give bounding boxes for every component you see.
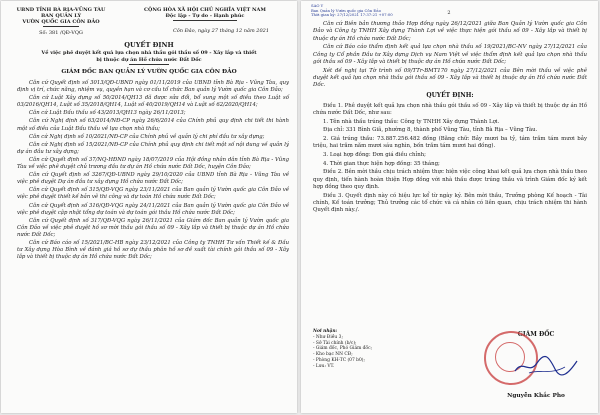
- recipient-item: - Phòng KH-TC (07 b0);: [313, 357, 365, 363]
- recipient-item: - Sở Tài chính (b/c);: [313, 340, 357, 346]
- national-motto: [125, 7, 285, 19]
- agency-line-1: UBND TỈNH BÀ RỊA-VŨNG TÀU: [16, 7, 106, 13]
- article-1-item-1: 1. Tên nhà thầu trúng thầu: Công ty TNHH Xây dựng Thành Lợi.: [323, 118, 500, 125]
- handwritten-signature-icon: [511, 353, 581, 379]
- recipient-item: - Lưu: VT.: [313, 363, 335, 369]
- motto-line-1: CỘNG HÒA XÃ HỘI CHỦ NGHĨA VIỆT NAM: [144, 7, 266, 13]
- article-1-item-2: 2. Giá trúng thầu: 73.887.256.482 đồng (Bằng chữ: Bảy mươi ba tỷ, tám trăm tám mươi bảy triệu, hai trăm năm mươi sáu nghìn, bốn trăm tám mươi hai đồng).: [313, 136, 587, 150]
- preamble-paragraph: Căn cứ Quyết định số 316/QĐ-VQG ngày 24/11/2021 của Ban quản lý Vườn quốc gia Côn Đảo về việc phê duyệt cập nhật tổng dự toán và dự toán gói thầu Hồ chứa nước Đất Dốc;: [17, 202, 289, 216]
- agency-underline: [43, 26, 79, 27]
- authority-heading: GIÁM ĐỐC BAN QUẢN LÝ VƯỜN QUỐC GIA CÔN ĐẢO: [61, 69, 237, 75]
- preamble-paragraph: Căn cứ Quyết định số 3013/QĐ-UBND ngày 01/11/2019 của UBND tỉnh Bà Rịa - Vũng Tàu, quy định vị trí, chức năng, nhiệm vụ, quyền hạn và cơ cấu tổ chức Ban quản lý Vườn quốc gia Côn Đảo;: [17, 80, 289, 94]
- recipients: [313, 329, 372, 370]
- recipient-item: - Như Điều 3;: [313, 334, 343, 340]
- recipient-item: - Kho bạc NN CĐ;: [313, 352, 353, 358]
- decision-subtitle: [1, 50, 297, 63]
- decision-body: [313, 21, 587, 216]
- decision-title: QUYẾT ĐỊNH: [124, 41, 174, 49]
- decide-heading: QUYẾT ĐỊNH:: [426, 92, 474, 100]
- preamble-paragraph: Căn cứ Luật Đấu thầu số 43/2013/QH13 ngày 26/11/2013;: [29, 110, 186, 117]
- signer-name: Nguyễn Khắc Pho: [507, 393, 565, 399]
- basis-paragraph: Căn cứ Biên bản thương thảo Hợp đồng ngày 26/12/2021 giữa Ban Quản lý Vườn quốc gia Côn Đảo và Công ty TNHH Xây dựng Thành Lợi về việc thực hiện gói thầu số 09 - Xây lắp và thiết bị thuộc dự án Hồ chứa nước Đất Dốc;: [313, 21, 587, 42]
- article-3: Điều 3. Quyết định này có hiệu lực kể từ ngày ký. Bên mời thầu, Trưởng phòng Kế hoạch - Tài chính, Kế toán trưởng; Thủ trưởng các tổ chức và cá nhân có liên quan, chịu trách nhiệm thi hành Quyết định này./.: [313, 192, 587, 214]
- place-date: Côn Đảo, ngày 27 tháng 12 năm 2021: [172, 28, 270, 34]
- agency-line-2: BAN QUẢN LÝ: [40, 13, 82, 19]
- preamble-paragraph: Căn cứ Luật Xây dựng số 50/2014/QH13 đã được sửa đổi, bổ sung một số điều theo Luật số 03/2016/QH14, Luật số 35/2018/QH14, Luật số 40/2019/QH14 và Luật số 62/2020/QH14;: [17, 95, 289, 109]
- digital-signature-info: [311, 4, 393, 18]
- agency-header: [13, 7, 109, 25]
- recipient-item: - Giám đốc, Phó Giám đốc;: [313, 346, 373, 352]
- article-1-item-3: 3. Loại hợp đồng: Đơn giá điều chỉnh;: [323, 152, 426, 159]
- signature-line-3: Thời gian ký: 27/12/2021 17:37:21 +07:00: [311, 12, 393, 18]
- signer-title: GIÁM ĐỐC: [517, 331, 555, 338]
- page-2: [301, 1, 598, 413]
- preamble-paragraph: Căn cứ Quyết định số 3267/QĐ-UBND ngày 29/10/2020 của UBND tỉnh Bà Rịa - Vũng Tàu về việc phê duyệt Dự án đầu tư xây dựng Hồ chứa nước Đất Dốc;: [17, 172, 289, 186]
- preamble-paragraph: Căn cứ Quyết định số 317/QĐ-VQG ngày 26/11/2021 của Giám đốc Ban quản lý Vườn quốc gia Côn Đảo về việc phê duyệt hồ sơ mời thầu gói thầu số 09 - Xây lắp và thiết bị thuộc dự án Hồ chứa nước Đất Dốc;: [17, 217, 289, 238]
- motto-line-2: Độc lập - Tự do - Hạnh phúc: [165, 13, 245, 19]
- recipients-title: Nơi nhận:: [313, 329, 338, 334]
- article-1-address: Địa chỉ: 331 Bình Giã, phường 8, thành phố Vũng Tàu, tỉnh Bà Rịa – Vũng Tàu.: [323, 127, 538, 134]
- subtitle-line-2: bị thuộc dự án Hồ chứa nước Đất Dốc: [96, 56, 202, 63]
- motto-underline: [173, 20, 237, 21]
- preamble-paragraph: Căn cứ Quyết định số 315/QĐ-VQG ngày 23/11/2021 của Ban quản lý Vườn quốc gia Côn Đảo về việc phê duyệt thiết kế bản vẽ thi công và dự toán Hồ chứa nước Đất Dốc;: [17, 187, 289, 201]
- article-2: Điều 2. Bên mời thầu chịu trách nhiệm thực hiện việc công khai kết quả lựa chọn nhà thầu theo quy định, tiến hành hoàn thiện Hợp đồng với nhà thầu được trúng thầu và trình Giám đốc ký kết hợp đồng theo quy định.: [313, 169, 587, 191]
- subtitle-line-1: Về việc phê duyệt kết quả lựa chọn nhà thầu gói thầu số 09 - Xây lắp và thiết: [41, 50, 257, 56]
- preamble-paragraph: Căn cứ Báo cáo số 15/2021/BC-HB ngày 23/12/2021 của Công ty TNHH Tư vấn Thiết kế & Đầu tư Xây dựng Hòa Bình về đánh giá hồ sơ dự thầu phân hồ sơ đề xuất tài chính gói thầu số 09 - Xây lắp và thiết bị thuộc dự án Hồ chứa nước Đất Dốc;: [17, 239, 289, 261]
- article-1: Điều 1. Phê duyệt kết quả lựa chọn nhà thầu gói thầu số 09 - Xây lắp và thiết bị thuộc dự án Hồ chứa nước Đất Dốc, như sau:: [313, 102, 587, 117]
- preamble-paragraph: Căn cứ Quyết định số 37/NQ-HĐND ngày 18/07/2019 của Hội đồng nhân dân tỉnh Bà Rịa - Vũng Tàu về việc phê duyệt chủ trương đầu tư dự án Hồ chứa nước Đất Dốc, huyện Côn Đảo;: [17, 156, 289, 171]
- preamble-paragraph: Căn cứ Nghị định số 10/2021/NĐ-CP của Chính phủ về quản lý chi phí đầu tư xây dựng;: [29, 133, 265, 140]
- preamble: [17, 80, 289, 262]
- agency-line-3: VƯỜN QUỐC GIA CÔN ĐẢO: [22, 19, 100, 25]
- signature-line-1: SAO Y: [311, 3, 324, 8]
- basis-paragraph: Xét đề nghị tại Tờ trình số 09/TTr-BMT170 ngày 27/12/2021 của Bên mời thầu về việc phê duyệt kết quả lựa chọn nhà thầu gói thầu số 09 - Xây lắp và thiết bị thuộc dự án Hồ chứa nước Đất Dốc.: [313, 67, 587, 89]
- doc-number: Số: 381 /QĐ-VQG: [39, 30, 83, 36]
- article-1-item-4: 4. Thời gian thực hiện hợp đồng: 35 tháng;: [323, 160, 440, 167]
- page-number: 2: [447, 10, 451, 16]
- basis-paragraph: Căn cứ Báo cáo thẩm định kết quả lựa chọn nhà thầu số 19/2021/BC-NV ngày 27/12/2021 của Công ty Cổ phần Đầu tư Xây dựng Dịch vụ Nam Việt về việc thẩm định kết quả lựa chọn nhà thầu gói thầu số 09 - Xây lắp và thiết bị thuộc dự án Hồ chứa nước Đất Dốc;: [313, 44, 587, 65]
- preamble-paragraph: Căn cứ Nghị định số 15/2021/NĐ-CP của Chính phủ quy định chi tiết một số nội dung về quản lý dự án đầu tư xây dựng;: [17, 141, 289, 155]
- page-1: [1, 1, 297, 413]
- subtitle-underline: [129, 64, 169, 65]
- signature-line-2: Ban Quản lý Vườn quốc gia Côn Đảo: [311, 7, 381, 13]
- preamble-paragraph: Căn cứ Nghị định số 63/2014/NĐ-CP ngày 26/6/2014 của Chính phủ quy định chi tiết thi hành một số điều của Luật Đấu thầu về lựa chọn nhà thầu;: [17, 118, 289, 132]
